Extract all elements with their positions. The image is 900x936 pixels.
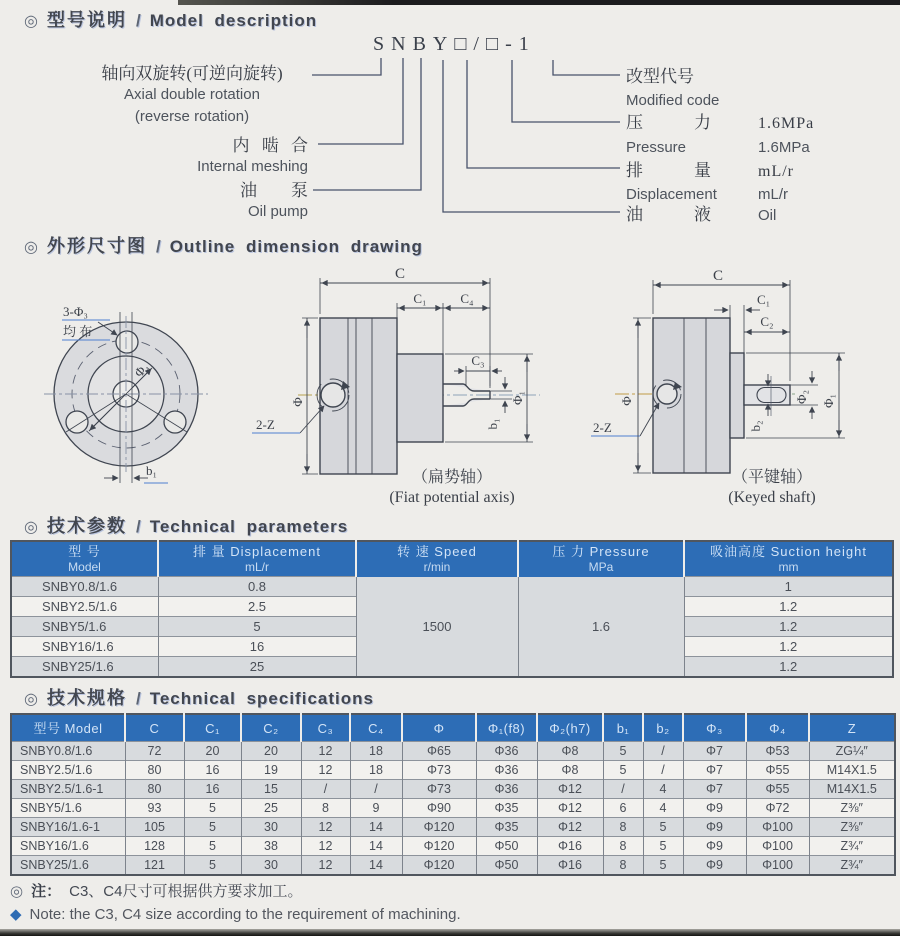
cell: SNBY16/1.6-1 <box>11 818 125 837</box>
cell: 5 <box>158 617 356 637</box>
cell: 5 <box>643 856 683 876</box>
keyed-shaft-drawing <box>591 268 845 506</box>
cell: 5 <box>184 856 241 876</box>
cell: / <box>350 780 402 799</box>
cell: 1.2 <box>684 597 893 617</box>
model-label-axial-rotation <box>70 63 314 128</box>
cell: 80 <box>125 780 184 799</box>
cell: Φ7 <box>683 761 746 780</box>
label-value: 1.6MPa <box>758 139 810 156</box>
column-header: 排 量 Displacement mL/r <box>158 541 356 577</box>
cell: 25 <box>158 657 356 678</box>
cell: Φ8 <box>537 761 603 780</box>
section-title-cn: 技术参数 <box>46 516 127 536</box>
section-title-technical-specifications <box>24 684 374 710</box>
cell: 15 <box>241 780 301 799</box>
flat-shaft-drawing <box>252 266 540 506</box>
model-label-displacement-en <box>626 184 886 206</box>
outline-dimension-drawings <box>0 256 900 506</box>
cell: Φ50 <box>476 837 537 856</box>
table-row <box>11 761 895 780</box>
double-circle-bullet-icon: ◎ <box>24 691 38 708</box>
cell: 30 <box>241 856 301 876</box>
cell: 1.6 <box>518 577 684 678</box>
cell: 1.2 <box>684 617 893 637</box>
caption-cn: （扁势轴） <box>411 469 493 486</box>
cell: 5 <box>184 837 241 856</box>
table-row <box>11 799 895 818</box>
caption-cn: （平键轴） <box>731 469 813 486</box>
model-label-pressure <box>626 112 886 133</box>
cell: 14 <box>350 856 402 876</box>
dim-c1: C₁ <box>413 291 427 306</box>
cell: 5 <box>184 799 241 818</box>
cell: ZG¼″ <box>809 742 895 761</box>
table-row <box>11 780 895 799</box>
cell: Φ7 <box>683 742 746 761</box>
cell: 12 <box>301 761 350 780</box>
note-cn <box>10 880 302 901</box>
cell: 0.8 <box>158 577 356 597</box>
cell: 5 <box>184 818 241 837</box>
model-label-internal-meshing <box>150 135 308 178</box>
table-row <box>11 577 893 597</box>
cell: / <box>301 780 350 799</box>
column-header: 转 速 Speed r/min <box>356 541 518 577</box>
cell: SNBY25/1.6 <box>11 657 158 678</box>
column-header: C₃ <box>301 714 350 742</box>
cell: 30 <box>241 818 301 837</box>
parameters-table <box>10 540 894 678</box>
dim-c: C <box>394 266 406 282</box>
table-row <box>11 742 895 761</box>
cell: 12 <box>301 856 350 876</box>
cell: / <box>643 761 683 780</box>
section-title-separator: / <box>155 237 161 256</box>
section-title-en: Outline dimension drawing <box>169 237 423 256</box>
cell: 1.2 <box>684 637 893 657</box>
section-title-technical-parameters <box>24 512 348 538</box>
dim-c3: C₃ <box>471 353 485 368</box>
cell: Φ120 <box>402 837 476 856</box>
cell: SNBY0.8/1.6 <box>11 577 158 597</box>
caption-en: (Keyed shaft) <box>728 489 816 506</box>
cell: Φ50 <box>476 856 537 876</box>
cell: 16 <box>184 761 241 780</box>
column-header: 型 号 Model <box>11 541 158 577</box>
cell: 18 <box>350 742 402 761</box>
dim-c1: C₁ <box>757 292 771 307</box>
section-title-outline-drawing <box>24 232 423 258</box>
column-header: 型号 Model <box>11 714 125 742</box>
model-code: SNBY□/□-1 <box>373 33 536 55</box>
column-header: Φ <box>402 714 476 742</box>
cell: Φ100 <box>746 837 809 856</box>
dim-b1: b₁ <box>146 463 158 478</box>
table-row <box>11 856 895 876</box>
cell: / <box>643 742 683 761</box>
label-value: mL/r <box>758 163 794 180</box>
cell: SNBY5/1.6 <box>11 799 125 818</box>
cell: Φ73 <box>402 780 476 799</box>
label-en: Displacement <box>626 186 717 203</box>
label-cn: 压 力 <box>626 113 711 132</box>
cell: 105 <box>125 818 184 837</box>
model-label-pressure-en <box>626 137 886 159</box>
cell: Z⅜″ <box>809 799 895 818</box>
label-en: Axial double rotation <box>124 86 260 103</box>
label-en2: (reverse rotation) <box>134 108 250 125</box>
cell: Φ9 <box>683 837 746 856</box>
label-en: Modified code <box>626 92 720 109</box>
cell: Z⅜″ <box>809 818 895 837</box>
note-en <box>10 905 461 923</box>
column-header: b₂ <box>643 714 683 742</box>
label-cn: 排 量 <box>626 161 711 180</box>
column-header: Φ₁(f8) <box>476 714 537 742</box>
dim-phi4: Φ₄ <box>131 359 152 381</box>
cell: / <box>603 780 643 799</box>
dim-phi1: Φ₁ <box>821 393 836 409</box>
cell: M14X1.5 <box>809 761 895 780</box>
note-text: Note: the C3, C4 size according to the requirement of machining. <box>29 906 461 923</box>
label-cn: 改型代号 <box>626 67 694 86</box>
column-header: 压 力 Pressure MPa <box>518 541 684 577</box>
cell: 16 <box>184 780 241 799</box>
column-header: C <box>125 714 184 742</box>
label-en: Internal meshing <box>197 158 308 175</box>
model-label-modified-code <box>626 66 886 87</box>
dim-c2: C₂ <box>760 314 774 329</box>
cell: Z¾″ <box>809 856 895 876</box>
model-label-oil-pump <box>150 180 308 223</box>
cell: Φ73 <box>402 761 476 780</box>
cell: 14 <box>350 818 402 837</box>
cell: Φ100 <box>746 856 809 876</box>
label-cn: 轴向双旋转(可逆向旋转) <box>101 64 283 83</box>
label-en: Oil pump <box>247 203 308 220</box>
caption-en: (Fiat potential axis) <box>389 489 515 506</box>
cell: 19 <box>241 761 301 780</box>
cell: Φ55 <box>746 780 809 799</box>
double-circle-bullet-icon: ◎ <box>24 519 38 536</box>
cell: 12 <box>301 837 350 856</box>
label-value: Oil <box>758 207 777 224</box>
double-circle-bullet-icon: ◎ <box>24 13 38 30</box>
cell: Φ55 <box>746 761 809 780</box>
cell: Φ120 <box>402 818 476 837</box>
cell: SNBY2.5/1.6 <box>11 597 158 617</box>
cell: Φ36 <box>476 780 537 799</box>
cell: Φ9 <box>683 818 746 837</box>
diamond-bullet-icon: ◆ <box>10 906 22 923</box>
note-label: 注： <box>31 883 62 900</box>
cell: Φ8 <box>537 742 603 761</box>
section-title-cn: 技术规格 <box>46 688 127 708</box>
cell: 12 <box>301 742 350 761</box>
cell: Φ9 <box>683 856 746 876</box>
cell: SNBY0.8/1.6 <box>11 742 125 761</box>
cell: 72 <box>125 742 184 761</box>
cell: 1.2 <box>684 657 893 678</box>
column-header: Z <box>809 714 895 742</box>
front-view-drawing <box>44 304 208 483</box>
cell: SNBY25/1.6 <box>11 856 125 876</box>
scan-edge-bottom <box>0 929 900 936</box>
cell: Φ12 <box>537 818 603 837</box>
cell: Φ35 <box>476 799 537 818</box>
cell: Z¾″ <box>809 837 895 856</box>
cell: 121 <box>125 856 184 876</box>
column-header: b₁ <box>603 714 643 742</box>
cell: SNBY16/1.6 <box>11 637 158 657</box>
label-even-distribution: 均 布 <box>63 324 93 339</box>
cell: 1500 <box>356 577 518 678</box>
cell: Φ65 <box>402 742 476 761</box>
section-title-cn: 型号说明 <box>46 10 127 30</box>
cell: Φ7 <box>683 780 746 799</box>
model-label-modified-code-en <box>626 90 886 112</box>
label-bolt-holes: 3-Φ₃ <box>63 304 88 319</box>
column-header: Φ₄ <box>746 714 809 742</box>
cell: Φ72 <box>746 799 809 818</box>
dim-phi: Φ <box>290 397 305 407</box>
cell: Φ12 <box>537 780 603 799</box>
section-title-separator: / <box>135 689 141 708</box>
column-header: Φ₂(h7) <box>537 714 603 742</box>
cell: Φ12 <box>537 799 603 818</box>
cell: Φ36 <box>476 742 537 761</box>
note-text: C3、C4尺寸可根据供方要求加工。 <box>69 883 303 900</box>
cell: 25 <box>241 799 301 818</box>
cell: M14X1.5 <box>809 780 895 799</box>
dim-b1: b₁ <box>485 418 500 430</box>
label-cn: 油 液 <box>626 205 711 224</box>
dim-c: C <box>712 268 724 284</box>
cell: 80 <box>125 761 184 780</box>
cell: 5 <box>643 818 683 837</box>
column-header: C₁ <box>184 714 241 742</box>
label-cn: 油 泵 <box>240 181 308 200</box>
model-label-oil <box>626 204 886 225</box>
cell: 20 <box>184 742 241 761</box>
cell: Φ100 <box>746 818 809 837</box>
table-row <box>11 837 895 856</box>
section-title-en: Technical specifications <box>149 689 374 708</box>
label-en: Pressure <box>626 139 687 156</box>
cell: 8 <box>301 799 350 818</box>
model-label-displacement <box>626 160 886 181</box>
cell: 38 <box>241 837 301 856</box>
cell: 5 <box>603 742 643 761</box>
cell: SNBY2.5/1.6 <box>11 761 125 780</box>
cell: SNBY2.5/1.6-1 <box>11 780 125 799</box>
section-title-separator: / <box>135 517 141 536</box>
label-value: 1.6MPa <box>758 115 815 132</box>
cell: 8 <box>603 818 643 837</box>
label-port-2z: 2-Z <box>256 417 275 432</box>
cell: 14 <box>350 837 402 856</box>
dim-phi: Φ <box>619 396 634 406</box>
section-title-cn: 外形尺寸图 <box>46 236 147 256</box>
cell: Φ53 <box>746 742 809 761</box>
cell: SNBY16/1.6 <box>11 837 125 856</box>
dim-phi2: Φ₂ <box>794 389 809 405</box>
cell: Φ90 <box>402 799 476 818</box>
cell: 20 <box>241 742 301 761</box>
cell: Φ120 <box>402 856 476 876</box>
cell: 128 <box>125 837 184 856</box>
cell: SNBY5/1.6 <box>11 617 158 637</box>
cell: 5 <box>643 837 683 856</box>
double-circle-bullet-icon: ◎ <box>10 883 24 900</box>
label-cn: 内 啮 合 <box>232 136 308 155</box>
cell: 2.5 <box>158 597 356 617</box>
cell: 1 <box>684 577 893 597</box>
cell: Φ9 <box>683 799 746 818</box>
label-port-2z: 2-Z <box>593 420 612 435</box>
column-header: C₂ <box>241 714 301 742</box>
cell: 8 <box>603 856 643 876</box>
cell: 18 <box>350 761 402 780</box>
section-title-en: Model description <box>149 11 318 30</box>
dim-phi1: Φ₁ <box>510 390 525 406</box>
column-header: Φ₃ <box>683 714 746 742</box>
cell: Φ16 <box>537 837 603 856</box>
dim-b2: b₂ <box>748 420 763 432</box>
cell: 4 <box>643 780 683 799</box>
cell: 6 <box>603 799 643 818</box>
column-header: C₄ <box>350 714 402 742</box>
cell: Φ35 <box>476 818 537 837</box>
cell: 16 <box>158 637 356 657</box>
section-title-en: Technical parameters <box>149 517 349 536</box>
column-header: 吸油高度 Suction height mm <box>684 541 893 577</box>
cell: 93 <box>125 799 184 818</box>
cell: 9 <box>350 799 402 818</box>
label-value: mL/r <box>758 186 788 203</box>
cell: Φ36 <box>476 761 537 780</box>
section-title-separator: / <box>135 11 141 30</box>
cell: Φ16 <box>537 856 603 876</box>
specifications-table <box>10 713 896 876</box>
cell: 8 <box>603 837 643 856</box>
table-row <box>11 818 895 837</box>
cell: 12 <box>301 818 350 837</box>
cell: 5 <box>603 761 643 780</box>
cell: 4 <box>643 799 683 818</box>
dim-c4: C₄ <box>460 291 474 306</box>
double-circle-bullet-icon: ◎ <box>24 239 38 256</box>
